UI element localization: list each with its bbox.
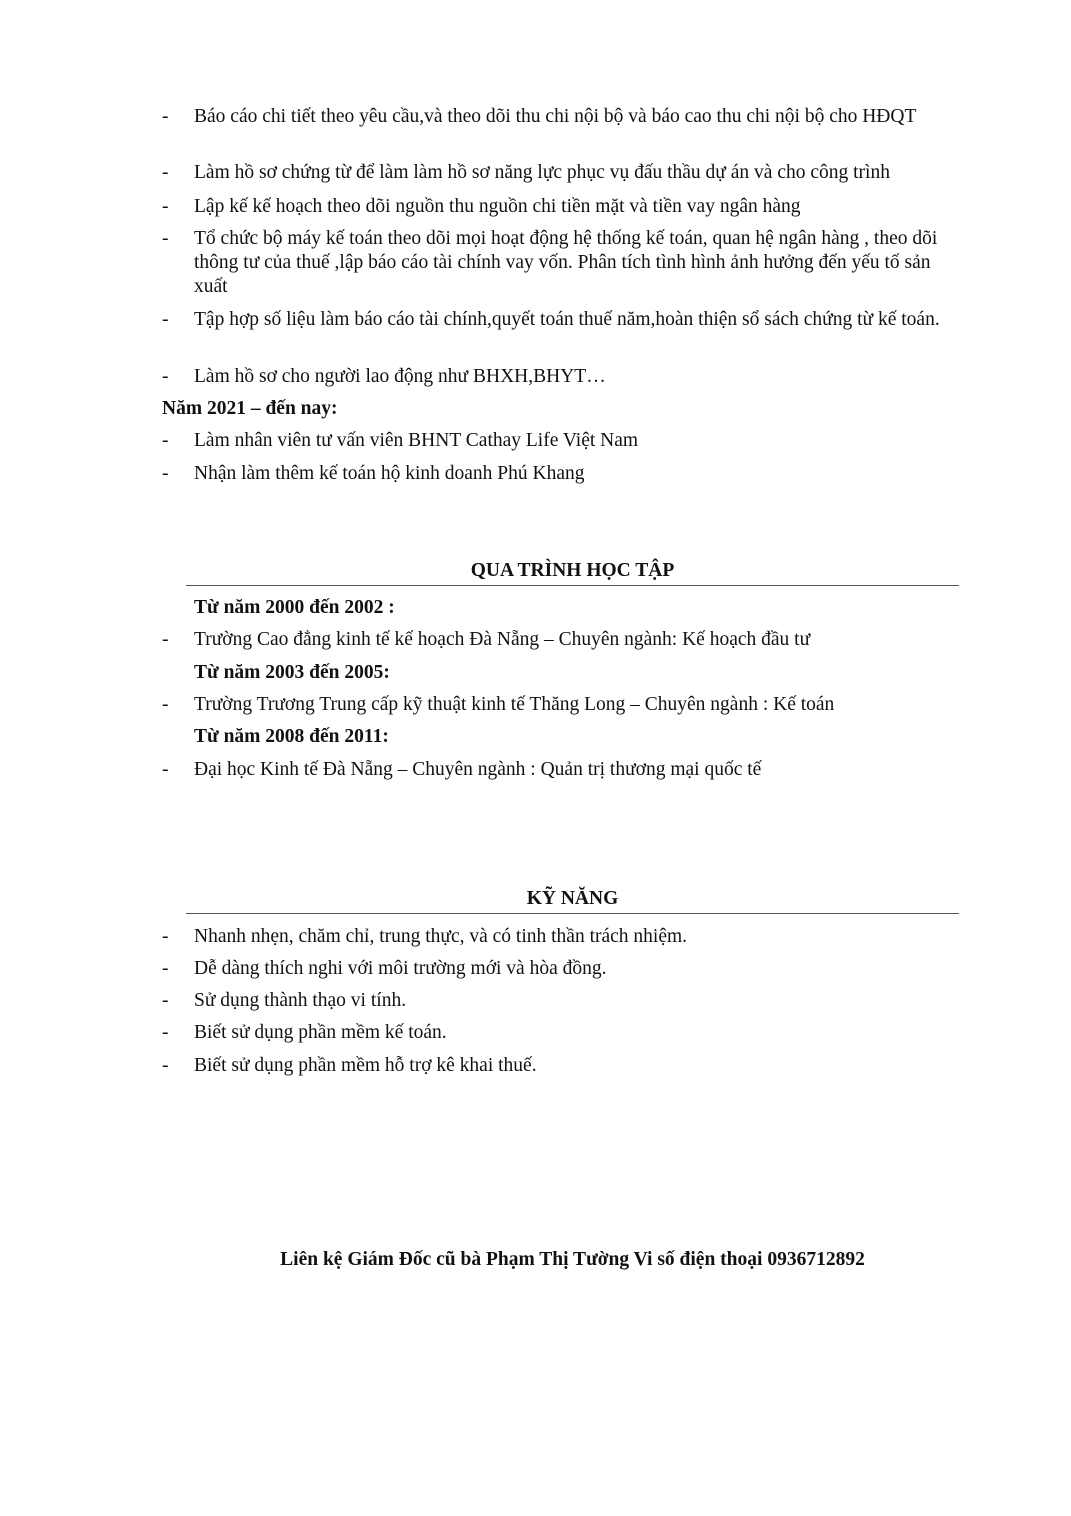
work-bullet-text: Tập hợp số liệu làm báo cáo tài chính,quyết toán thuế năm,hoàn thiện sổ sách chứng từ kế toán. (194, 309, 940, 330)
education-school: Trường Trương Trung cấp kỹ thuật kinh tế Thăng Long – Chuyên ngành : Kế toán (194, 694, 835, 715)
skill-text: Sử dụng thành thạo vi tính. (194, 990, 407, 1011)
work-bullet-text: Làm hồ sơ cho người lao động như BHXH,BHYT… (194, 366, 606, 387)
bullet-dash: - (162, 1022, 169, 1043)
skill-text: Dễ dàng thích nghi với môi trường mới và hòa đồng. (194, 958, 607, 979)
bullet-dash: - (162, 926, 169, 947)
bullet-dash: - (162, 629, 169, 650)
bullet-dash: - (162, 162, 169, 183)
bullet-dash: - (162, 1055, 169, 1076)
period-2021-heading: Năm 2021 – đến nay: (162, 398, 338, 419)
bullet-dash: - (162, 366, 169, 387)
bullet-dash: - (162, 958, 169, 979)
bullet-dash: - (162, 990, 169, 1011)
bullet-dash: - (162, 430, 169, 451)
skills-heading: KỸ NĂNG (186, 886, 959, 914)
bullet-dash: - (162, 759, 169, 780)
education-heading: QUA TRÌNH HỌC TẬP (186, 558, 959, 586)
bullet-dash: - (162, 463, 169, 484)
bullet-dash: - (162, 228, 169, 249)
education-period: Từ năm 2008 đến 2011: (194, 726, 389, 747)
skill-text: Biết sử dụng phần mềm hỗ trợ kê khai thuế. (194, 1055, 537, 1076)
education-period: Từ năm 2003 đến 2005: (194, 662, 390, 683)
education-period: Từ năm 2000 đến 2002 : (194, 597, 395, 618)
job-2021-text: Làm nhân viên tư vấn viên BHNT Cathay Life Việt Nam (194, 430, 639, 451)
education-school: Trường Cao đẳng kinh tế kế hoạch Đà Nẵng – Chuyên ngành: Kế hoạch đầu tư (194, 629, 811, 650)
bullet-dash: - (162, 694, 169, 715)
bullet-dash: - (162, 106, 169, 127)
contact-reference: Liên kệ Giám Đốc cũ bà Phạm Thị Tường Vi số điện thoại 0936712892 (280, 1249, 865, 1270)
job-2021-text: Nhận làm thêm kế toán hộ kinh doanh Phú Khang (194, 463, 585, 484)
bullet-dash: - (162, 309, 169, 330)
skill-text: Biết sử dụng phần mềm kế toán. (194, 1022, 447, 1043)
skill-text: Nhanh nhẹn, chăm chỉ, trung thực, và có tinh thần trách nhiệm. (194, 926, 688, 947)
work-bullet-text: Báo cáo chi tiết theo yêu cầu,và theo dõi thu chi nội bộ và báo cao thu chi nội bộ cho HĐQT (194, 106, 917, 127)
work-bullet-text: Lập kế kế hoạch theo dõi nguồn thu nguồn chi tiền mặt và tiền vay ngân hàng (194, 196, 801, 217)
work-bullet-text: Tổ chức bộ máy kế toán theo dõi mọi hoạt động hệ thống kế toán, quan hệ ngân hàng , theo dõi thông tư của thuế ,lập báo cáo tài chính vay vốn. Phân tích tình hình ảnh hưởng đến yếu tố sản xuất (194, 228, 938, 297)
work-bullet-text: Làm hồ sơ chứng từ để làm làm hồ sơ năng lực phục vụ đấu thầu dự án và cho công trình (194, 162, 890, 183)
bullet-dash: - (162, 196, 169, 217)
education-school: Đại học Kinh tế Đà Nẵng – Chuyên ngành : Quản trị thương mại quốc tế (194, 759, 762, 780)
